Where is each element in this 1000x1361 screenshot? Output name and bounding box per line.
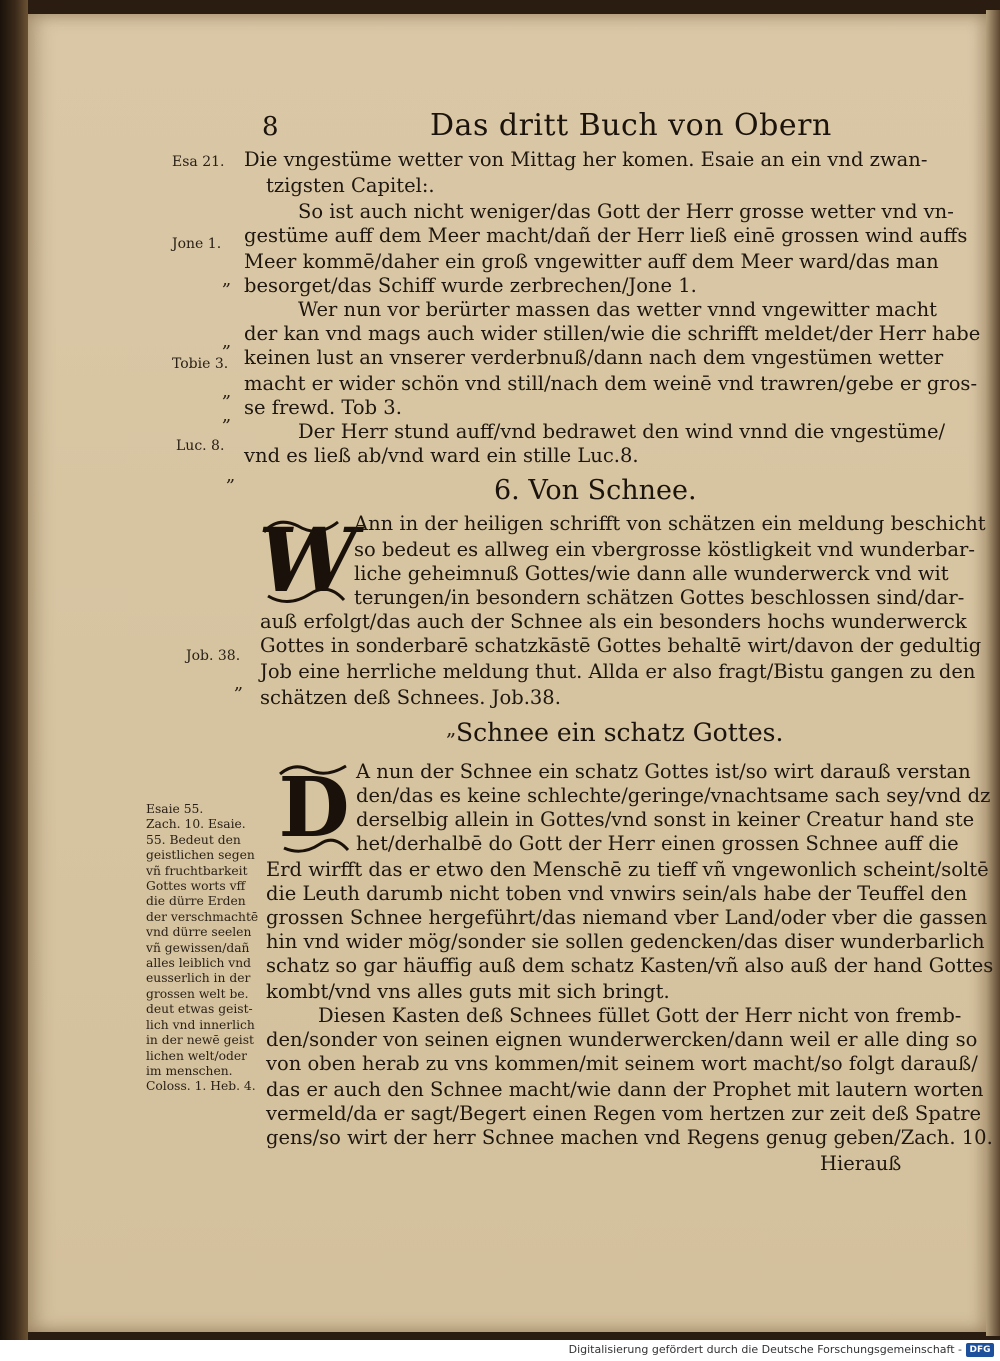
sidenote-line: geistlichen segen	[146, 848, 255, 863]
text-line: Meer kommē/daher ein groß vngewitter auff dem Meer ward/das man	[244, 250, 939, 273]
text-line: So ist auch nicht weniger/das Gott der Herr grosse wetter vnd vn-	[298, 200, 954, 223]
sidenote-line: vñ gewissen/dañ	[146, 940, 250, 955]
sidenote-line: eusserlich in der	[146, 971, 251, 986]
text-line: schätzen deß Schnees. Job.38.	[260, 686, 561, 709]
text-line: Die vngestüme wetter von Mittag her komen. Esaie an ein vnd zwan-	[244, 148, 928, 171]
initial-letter: W	[258, 508, 357, 612]
page-number: 8	[262, 112, 279, 142]
sidenote-line: in der newē geist	[146, 1033, 254, 1048]
sidenote-line: im menschen.	[146, 1063, 233, 1078]
quote-mark: „	[222, 381, 232, 402]
quote-mark: „	[234, 673, 244, 694]
margin-ref-tobie3: Tobie 3.	[172, 356, 229, 372]
sidenote-line: vnd dürre seelen	[146, 925, 252, 940]
sidenote-line: deut etwas geist-	[146, 1002, 253, 1017]
text-line: gens/so wirt der herr Schnee machen vnd Regens genug geben/Zach. 10.	[266, 1126, 993, 1149]
text-line: grossen Schnee hergeführt/das niemand vber Land/oder vber die gassen	[266, 906, 988, 929]
text-line: keinen lust an vnserer verderbnuß/dann nach dem vngestümen wetter	[244, 346, 944, 369]
initial-letter: D	[278, 760, 350, 856]
text-line: Gottes in sonderbarē schatzkāstē Gottes behaltē wirt/davon der gedultig	[260, 634, 982, 657]
sidenote-line: Coloss. 1. Heb. 4.	[146, 1079, 256, 1094]
text-line: tzigsten Capitel:.	[266, 174, 435, 197]
sidenote-line: die dürre Erden	[146, 894, 246, 909]
text-line: Job eine herrliche meldung thut. Allda er also fragt/Bistu gangen zu den	[260, 660, 976, 683]
margin-ref-jone1: Jone 1.	[172, 236, 222, 252]
footer-funding-text: Digitalisierung gefördert durch die Deutsche Forschungsgemeinschaft -	[568, 1343, 962, 1356]
footer-bar	[0, 1340, 1000, 1361]
dfg-logo-icon: DFG	[966, 1343, 994, 1357]
margin-ref-esa21: Esa 21.	[172, 154, 225, 170]
sidenote-line: Zach. 10. Esaie.	[146, 817, 246, 832]
text-line: gestüme auff dem Meer macht/dañ der Herr ließ einē grossen wind auffs	[244, 224, 968, 247]
text-line: der kan vnd mags auch wider stillen/wie die schrifft meldet/der Herr habe	[244, 322, 981, 345]
marginal-note	[146, 802, 262, 1095]
sidenote-line: alles leiblich vnd	[146, 956, 252, 971]
quote-mark: „	[226, 465, 236, 486]
sidenote-line: grossen welt be.	[146, 986, 249, 1001]
text-line: besorget/das Schiff wurde zerbrechen/Jone 1.	[244, 274, 697, 297]
text-line: auß erfolgt/das auch der Schnee als ein besonders hochs wunderwerck	[260, 610, 967, 633]
sidenote-line: Esaie 55.	[146, 802, 204, 816]
text-line: schatz so gar häuffig auß dem schatz Kasten/vñ also auß der hand Gottes	[266, 954, 994, 977]
page-title: Das dritt Buch von Obern	[430, 108, 832, 143]
sidenote-line: der verschmachtē	[146, 909, 259, 924]
text-line: terungen/in besondern schätzen Gottes beschlossen sind/dar-	[354, 586, 965, 609]
text-line: hin vnd wider mög/sonder sie sollen gedencken/das diser wunderbarlich	[266, 930, 985, 953]
margin-ref-luc8: Luc. 8.	[176, 438, 225, 454]
quote-mark: „	[222, 405, 232, 426]
text-line: von oben herab zu vns kommen/mit seinem wort macht/so folgt darauß/	[266, 1052, 978, 1075]
decorated-initial-d	[276, 760, 352, 856]
section-heading: 6. Von Schnee.	[494, 475, 697, 506]
running-head	[0, 108, 1000, 148]
text-line: vnd es ließ ab/vnd ward ein stille Luc.8.	[244, 444, 639, 467]
text-line: liche geheimnuß Gottes/wie dann alle wunderwerck vnd wit	[354, 562, 949, 585]
quote-mark: „	[222, 331, 232, 352]
decorated-initial-w	[258, 508, 357, 612]
text-line: Erd wirfft das er etwo den Menschē zu tieff vñ vngewonlich scheint/soltē	[266, 858, 989, 881]
text-line: A nun der Schnee ein schatz Gottes ist/so wirt darauß verstan	[356, 760, 971, 783]
text-line: Diesen Kasten deß Schnees füllet Gott der Herr nicht von fremb-	[318, 1004, 962, 1027]
subsection-heading: Schnee ein schatz Gottes.	[456, 718, 784, 747]
sidenote-line: vñ fruchtbarkeit	[146, 863, 248, 878]
text-line: macht er wider schön vnd still/nach dem weinē vnd trawren/gebe er gros-	[244, 372, 978, 395]
text-line: Wer nun vor berürter massen das wetter vnnd vngewitter macht	[298, 298, 937, 321]
text-line: die Leuth darumb nicht toben vnd vnwirs sein/als habe der Teuffel den	[266, 882, 968, 905]
catchword: Hierauß	[820, 1152, 902, 1175]
text-line: vermeld/da er sagt/Begert einen Regen vom hertzen zur zeit deß Spatre	[266, 1102, 982, 1125]
text-line: Ann in der heiligen schrifft von schätzen ein meldung beschicht	[354, 512, 986, 535]
text-line: Der Herr stund auff/vnd bedrawet den wind vnnd die vngestüme/	[298, 420, 946, 443]
text-line: das er auch den Schnee macht/wie dann der Prophet mit lautern worten	[266, 1078, 984, 1101]
text-line: derselbig allein in Gottes/vnd sonst in keiner Creatur hand ste	[356, 808, 975, 831]
sidenote-line: 55. Bedeut den	[146, 832, 241, 847]
text-line: het/derhalbē do Gott der Herr einen grossen Schnee auff die	[356, 832, 959, 855]
text-line: kombt/vnd vns alles guts mit sich bringt.	[266, 980, 670, 1003]
sidenote-line: lich vnd innerlich	[146, 1017, 255, 1032]
text-line: den/sonder von seinen eignen wunderwercken/dann weil er alle ding so	[266, 1028, 978, 1051]
quote-mark: „	[222, 269, 232, 290]
sidenote-line: lichen welt/oder	[146, 1048, 248, 1063]
text-line: se frewd. Tob 3.	[244, 396, 402, 419]
text-line: so bedeut es allweg ein vbergrosse köstligkeit vnd wunderbar-	[354, 538, 975, 561]
book-binding-edge	[0, 0, 28, 1340]
margin-ref-job38: Job. 38.	[186, 648, 241, 664]
text-line: den/das es keine schlechte/geringe/vnachtsame sach sey/vnd dz	[356, 784, 991, 807]
heading-mark: „	[446, 716, 457, 740]
sidenote-line: Gottes worts vff	[146, 879, 246, 894]
